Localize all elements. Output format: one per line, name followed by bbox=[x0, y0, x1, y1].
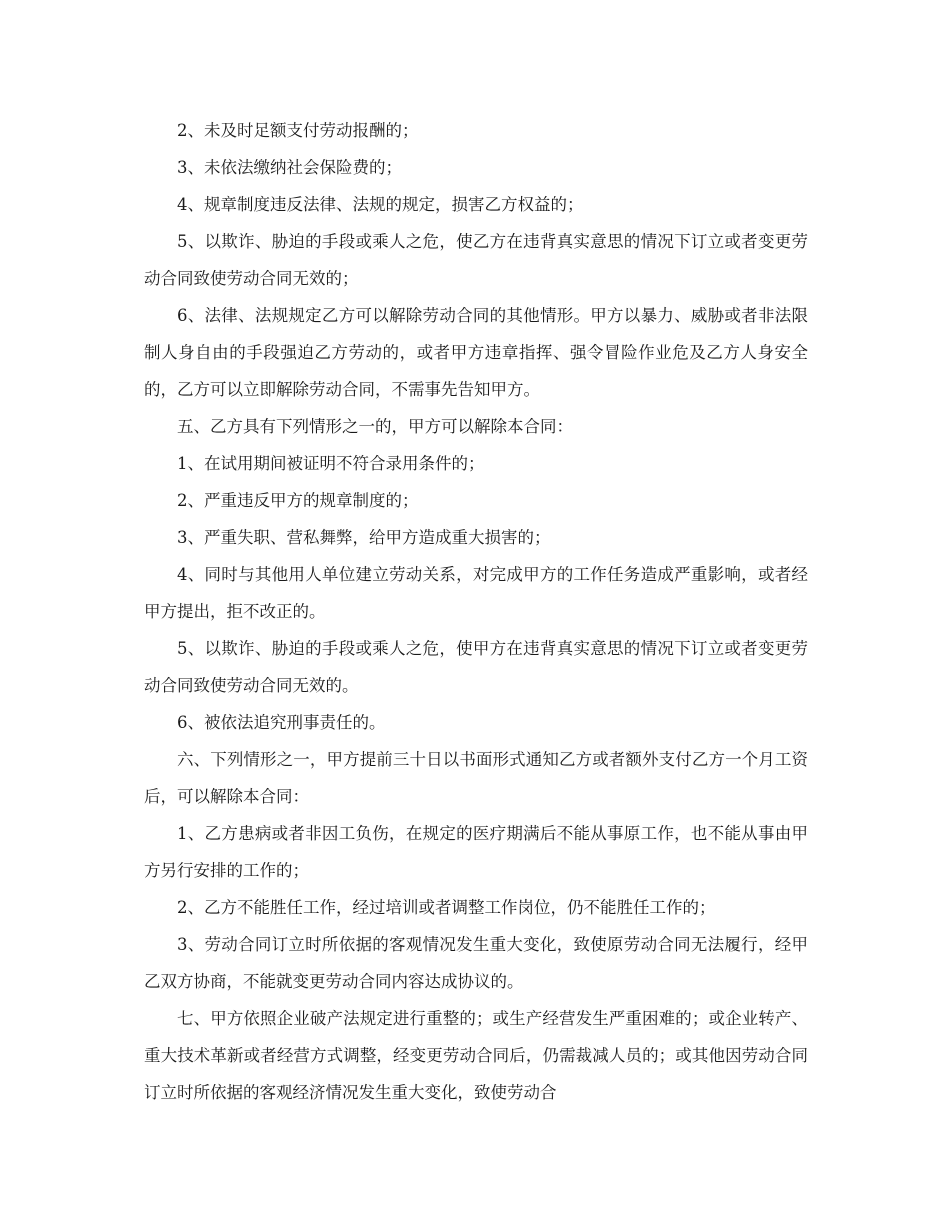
paragraph: 3、劳动合同订立时所依据的客观情况发生重大变化，致使原劳动合同无法履行，经甲乙双方协商，不能就变更劳动合同内容达成协议的。 bbox=[144, 935, 808, 991]
paragraph: 1、乙方患病或者非因工负伤，在规定的医疗期满后不能从事原工作，也不能从事由甲方另行安排的工作的； bbox=[144, 824, 808, 880]
section-heading: 七、甲方依照企业破产法规定进行重整的；或生产经营发生严重困难的；或企业转产、重大技术革新或者经营方式调整，经变更劳动合同后，仍需裁减人员的；或其他因劳动合同订立时所依据的客观经济情况发生重大变化，致使劳动合 bbox=[144, 1009, 808, 1102]
paragraph: 3、严重失职、营私舞弊，给甲方造成重大损害的； bbox=[177, 528, 551, 547]
paragraph: 3、未依法缴纳社会保险费的； bbox=[177, 158, 402, 177]
paragraph: 6、被依法追究刑事责任的。 bbox=[177, 713, 386, 732]
paragraph: 5、以欺诈、胁迫的手段或乘人之危，使乙方在违背真实意思的情况下订立或者变更劳动合同致使劳动合同无效的； bbox=[144, 232, 808, 288]
document-body bbox=[144, 112, 808, 1111]
paragraph: 2、乙方不能胜任工作，经过培训或者调整工作岗位，仍不能胜任工作的； bbox=[177, 898, 716, 917]
paragraph: 2、严重违反甲方的规章制度的； bbox=[177, 491, 419, 510]
section-heading: 六、下列情形之一，甲方提前三十日以书面形式通知乙方或者额外支付乙方一个月工资后，可以解除本合同： bbox=[144, 750, 808, 806]
paragraph: 5、以欺诈、胁迫的手段或乘人之危，使甲方在违背真实意思的情况下订立或者变更劳动合同致使劳动合同无效的。 bbox=[144, 639, 808, 695]
paragraph: 4、同时与其他用人单位建立劳动关系，对完成甲方的工作任务造成严重影响，或者经甲方提出，拒不改正的。 bbox=[144, 565, 808, 621]
paragraph: 6、法律、法规规定乙方可以解除劳动合同的其他情形。甲方以暴力、威胁或者非法限制人身自由的手段强迫乙方劳动的，或者甲方违章指挥、强令冒险作业危及乙方人身安全的，乙方可以立即解除劳动合同，不需事先告知甲方。 bbox=[144, 306, 808, 399]
section-heading: 五、乙方具有下列情形之一的，甲方可以解除本合同： bbox=[177, 417, 573, 436]
paragraph: 1、在试用期间被证明不符合录用条件的； bbox=[177, 454, 485, 473]
paragraph: 2、未及时足额支付劳动报酬的； bbox=[177, 121, 419, 140]
paragraph: 4、规章制度违反法律、法规的规定，损害乙方权益的； bbox=[177, 195, 584, 214]
